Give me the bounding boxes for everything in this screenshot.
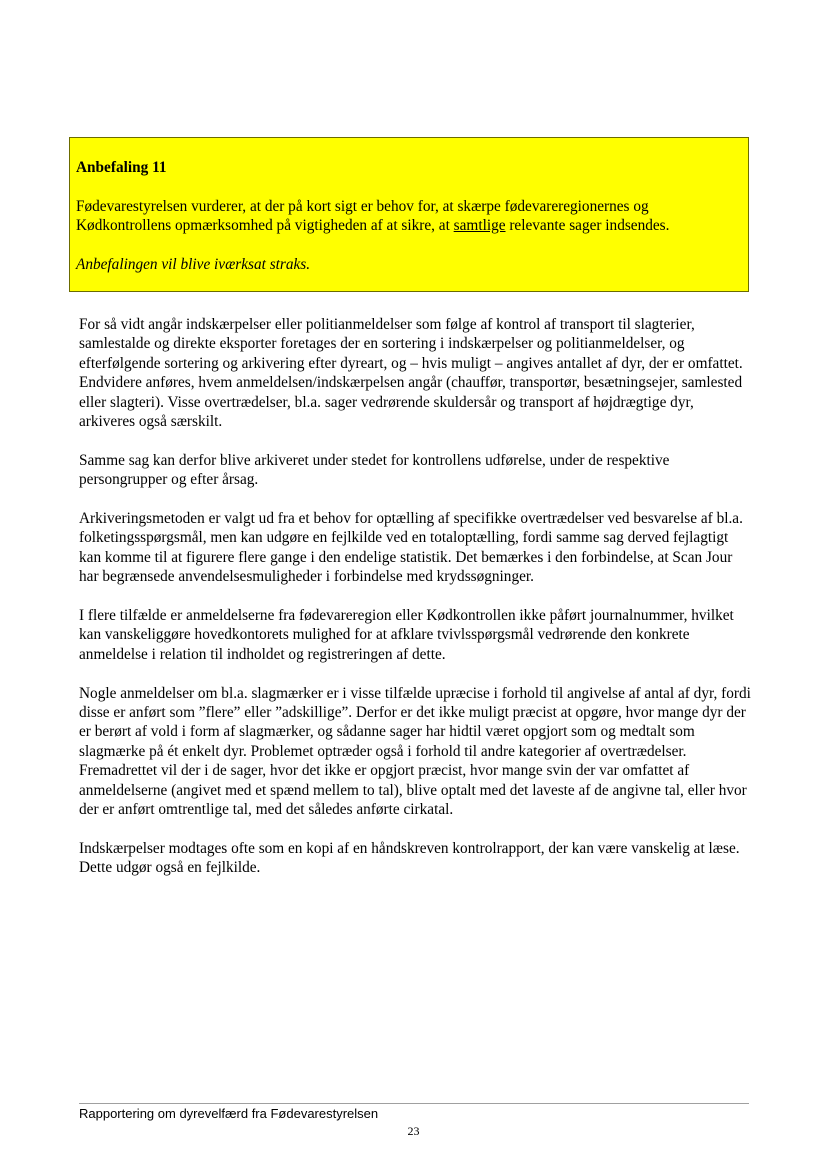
paragraph: For så vidt angår indskærpelser eller politianmeldelser som følge af kontrol af transport til slagterier, samlestalde og direkte eksporter foretages der en sortering i indskærpelser og politianmeldelser, og efterfølgende sortering og arkivering efter dyreart, og – hvis muligt – angives antallet af dyr, der er omfattet. Endvidere anføres, hvem anmeldelsen/indskærpelsen angår (chauffør, transportør, besætningsejer, samlested eller slagteri). Visse overtrædelser, bl.a. sager vedrørende skuldersår og transport af højdrægtige dyr, arkiveres også særskilt. [79,316,743,431]
recommendation-title: Anbefaling 11 [76,159,167,176]
recommendation-text-start: Fødevarestyrelsen vurderer, at der på kort sigt er behov for, at skærpe fødevareregionernes og Kødkontrollens opmærksomhed på vigtigheden af at sikre, at [76,197,649,234]
recommendation-text-underlined: samtlige [453,217,506,234]
footer-divider [79,1103,749,1104]
body-text [79,315,751,897]
recommendation-text [76,197,742,236]
recommendation-note: Anbefalingen vil blive iværksat straks. [76,255,311,273]
recommendation-box [69,137,749,292]
paragraph: I flere tilfælde er anmeldelserne fra fødevareregion eller Kødkontrollen ikke påført journalnummer, hvilket kan vanskeliggøre hovedkontorets mulighed for at afklare tvivlsspørgsmål vedrørende den konkrete anmeldelse i relation til indholdet og registreringen af dette. [79,607,734,663]
paragraph: Arkiveringsmetoden er valgt ud fra et behov for optælling af specifikke overtrædelser ved besvarelse af bl.a. folketingsspørgsmål, men kan udgøre en fejlkilde ved en totaloptælling, fordi samme sag derved fejlagtigt kan komme til at figurere flere gange i den endelige statistik. Det bemærkes i den forbindelse, at Scan Jour har begrænsede anvendelsesmuligheder i forbindelse med krydssøgninger. [79,510,743,586]
recommendation-text-end: relevante sager indsendes. [505,217,670,234]
paragraph: Samme sag kan derfor blive arkiveret under stedet for kontrollens udførelse, under de respektive persongrupper og efter årsag. [79,451,670,489]
footer-label: Rapportering om dyrevelfærd fra Fødevarestyrelsen [79,1106,379,1121]
paragraph: Indskærpelser modtages ofte som en kopi af en håndskreven kontrolrapport, der kan være vanskelig at læse. Dette udgør også en fejlkilde. [79,839,740,877]
paragraph: Nogle anmeldelser om bl.a. slagmærker er i visse tilfælde upræcise i forhold til angivelse af antal af dyr, fordi disse er anført som ”flere” eller ”adskillige”. Derfor er det ikke muligt præcist at opgøre, hvor mange dyr der er berørt af vold i form af slagmærker, og sådanne sager har hidtil været opgjort som og medtalt som slagmærke på ét enkelt dyr. Problemet optræder også i forhold til andre kategorier af overtrædelser. Fremadrettet vil der i de sager, hvor det ikke er opgjort præcist, hvor mange svin der var omfattet af anmeldelserne (angivet med et spænd mellem to tal), blive optalt med det laveste af de angivne tal, eller hvor der er anført omtrentlige tal, med det således anførte cirkatal. [79,684,751,819]
page-number: 23 [407,1124,420,1138]
